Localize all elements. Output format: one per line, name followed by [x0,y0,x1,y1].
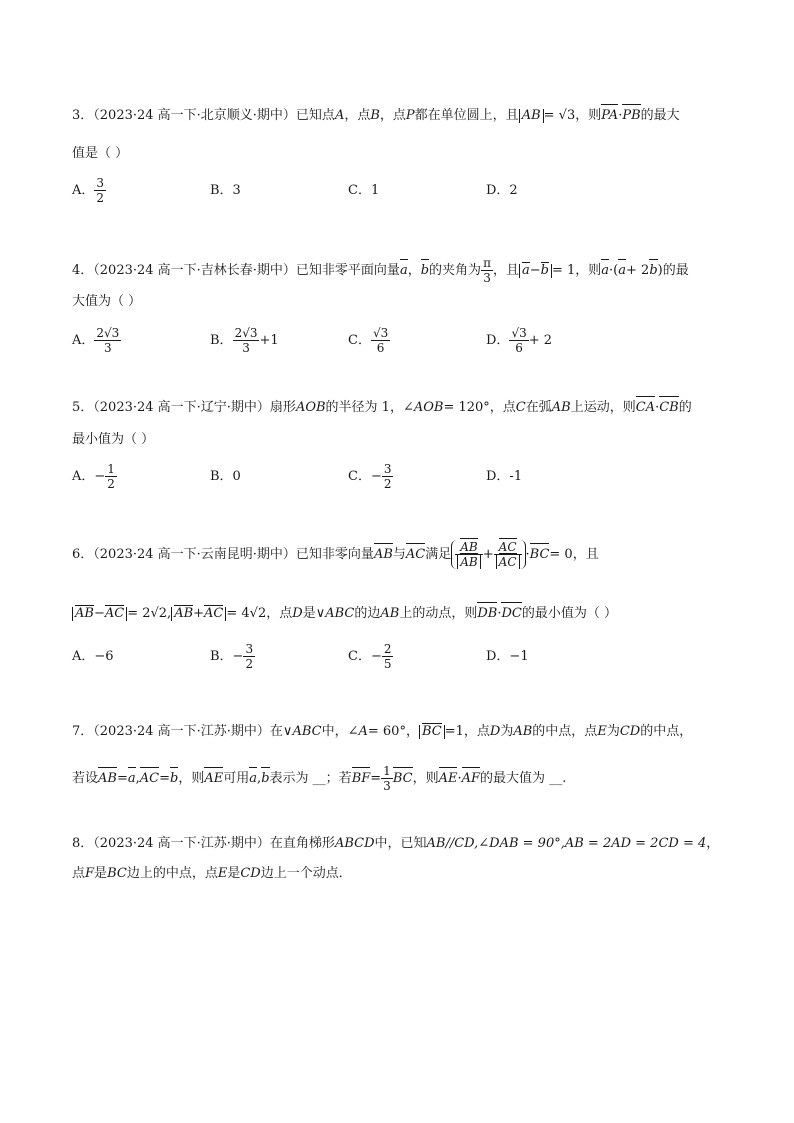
q3-text: 都在单位圆上，且 [414,108,519,123]
q5-option-a: A．− $\frac{1}{2}$ [72,462,115,491]
math-var: P [405,108,415,123]
q3-text: ，点 [379,108,406,123]
q3-option-a: A． $\frac{3}{2}$ [72,176,105,205]
q4-line1: 4．（2023·24 高一下·吉林长春·期中）已知非零平面向量a，b的夹角为 $\frac{\pi}{3}$ ，且 a−b = 1，则a·(a+ 2b)的最 [72,256,689,285]
q7-line1: 7．（2023·24 高一下·江苏·期中）在∨ABC中，∠A= 60°， BC =1，点D为AB的中点，点E为CD的中点， [72,724,693,739]
abs-ab: AB [519,109,544,123]
q5-option-c: C．− $\frac{3}{2}$ [348,462,392,491]
unit-vector-sum: $\frac{AB}{AB}$ + $\frac{AC}{AC}$ [451,540,525,569]
q6-option-b: B．− $\frac{3}{2}$ [210,642,254,671]
q7-blank-2: __. [549,771,567,786]
q6-option-d: D．−1 [486,649,529,664]
q4-option-d: D． $\frac{√3}{6}$ + 2 [486,326,553,355]
q6-line1: 6．（2023·24 高一下·云南昆明·期中）已知非零向量AB与AC满足 $\frac{AB}{AB}$ + $\frac{AC}{AC}$ ·BC= 0，且 [72,540,599,569]
q6-option-c: C．− $\frac{2}{5}$ [348,642,392,671]
vector-b: b [421,261,429,281]
q6-line2: AB−AC = 2√2, AB+AC = 4√2，点D是∨ABC的边AB上的动点，则DB·DC的最小值为（ ） [72,604,617,624]
vector-cb: CB [659,398,679,418]
q7-line2: 若设AB=a,AC=b，则AE可用a,b表示为 __；若BF= $\frac{1}{3}$ BC，则AE·AF的最大值为 __. [72,764,567,793]
q5-option-d: D．-1 [486,469,523,484]
q3-option-b: B．3 [210,183,241,198]
q5-line1: 5．（2023·24 高一下·辽宁·期中）扇形AOB的半径为 1，∠AOB= 120°，点C在弧AB上运动，则CA·CB的 [72,398,692,418]
q4-option-b: B． $\frac{2√3}{3}$ +1 [210,326,279,355]
q3-text: = √3，则 [543,108,602,123]
q3-option-c: C．1 [348,183,380,198]
q3-text: 3．（2023·24 高一下·北京顺义·期中）已知点 [72,108,335,123]
q4-option-c: C． $\frac{√3}{6}$ [348,326,389,355]
q6-option-a: A．−6 [72,649,114,664]
q4-option-a: A． $\frac{2√3}{3}$ [72,326,120,355]
vector-ca: CA [636,398,655,418]
q8-line2: 点F是BC边上的中点，点E是CD边上一个动点． [72,866,352,881]
pi-over-3: $\frac{\pi}{3}$ [483,256,491,285]
q3-text: 的最大 [640,108,680,123]
q3-line1: 3．（2023·24 高一下·北京顺义·期中）已知点A，点B，点P都在单位圆上，且 AB = √3，则PA·PB的最大 [72,106,680,126]
q8-line1: 8．（2023·24 高一下·江苏·期中）在直角梯形ABCD中，已知AB//CD,∠DAB = 90°,AB = 2AD = 2CD = 4， [72,836,720,851]
math-var: B [370,108,380,123]
abs-a-minus-b: a−b [519,264,552,278]
q3-option-d: D．2 [486,183,518,198]
q4-line2: 大值为（ ） [72,294,142,309]
vector-pb: PB [622,106,640,126]
q3-line2: 值是（ ） [72,146,129,161]
q5-line2: 最小值为（ ） [72,432,155,447]
q7-blank-1: __；若 [312,771,352,786]
vector-pa: PA [601,106,618,126]
q5-option-b: B．0 [210,469,241,484]
math-var: A [334,108,345,123]
vector-a: a [400,261,408,281]
q3-text: ，点 [344,108,371,123]
